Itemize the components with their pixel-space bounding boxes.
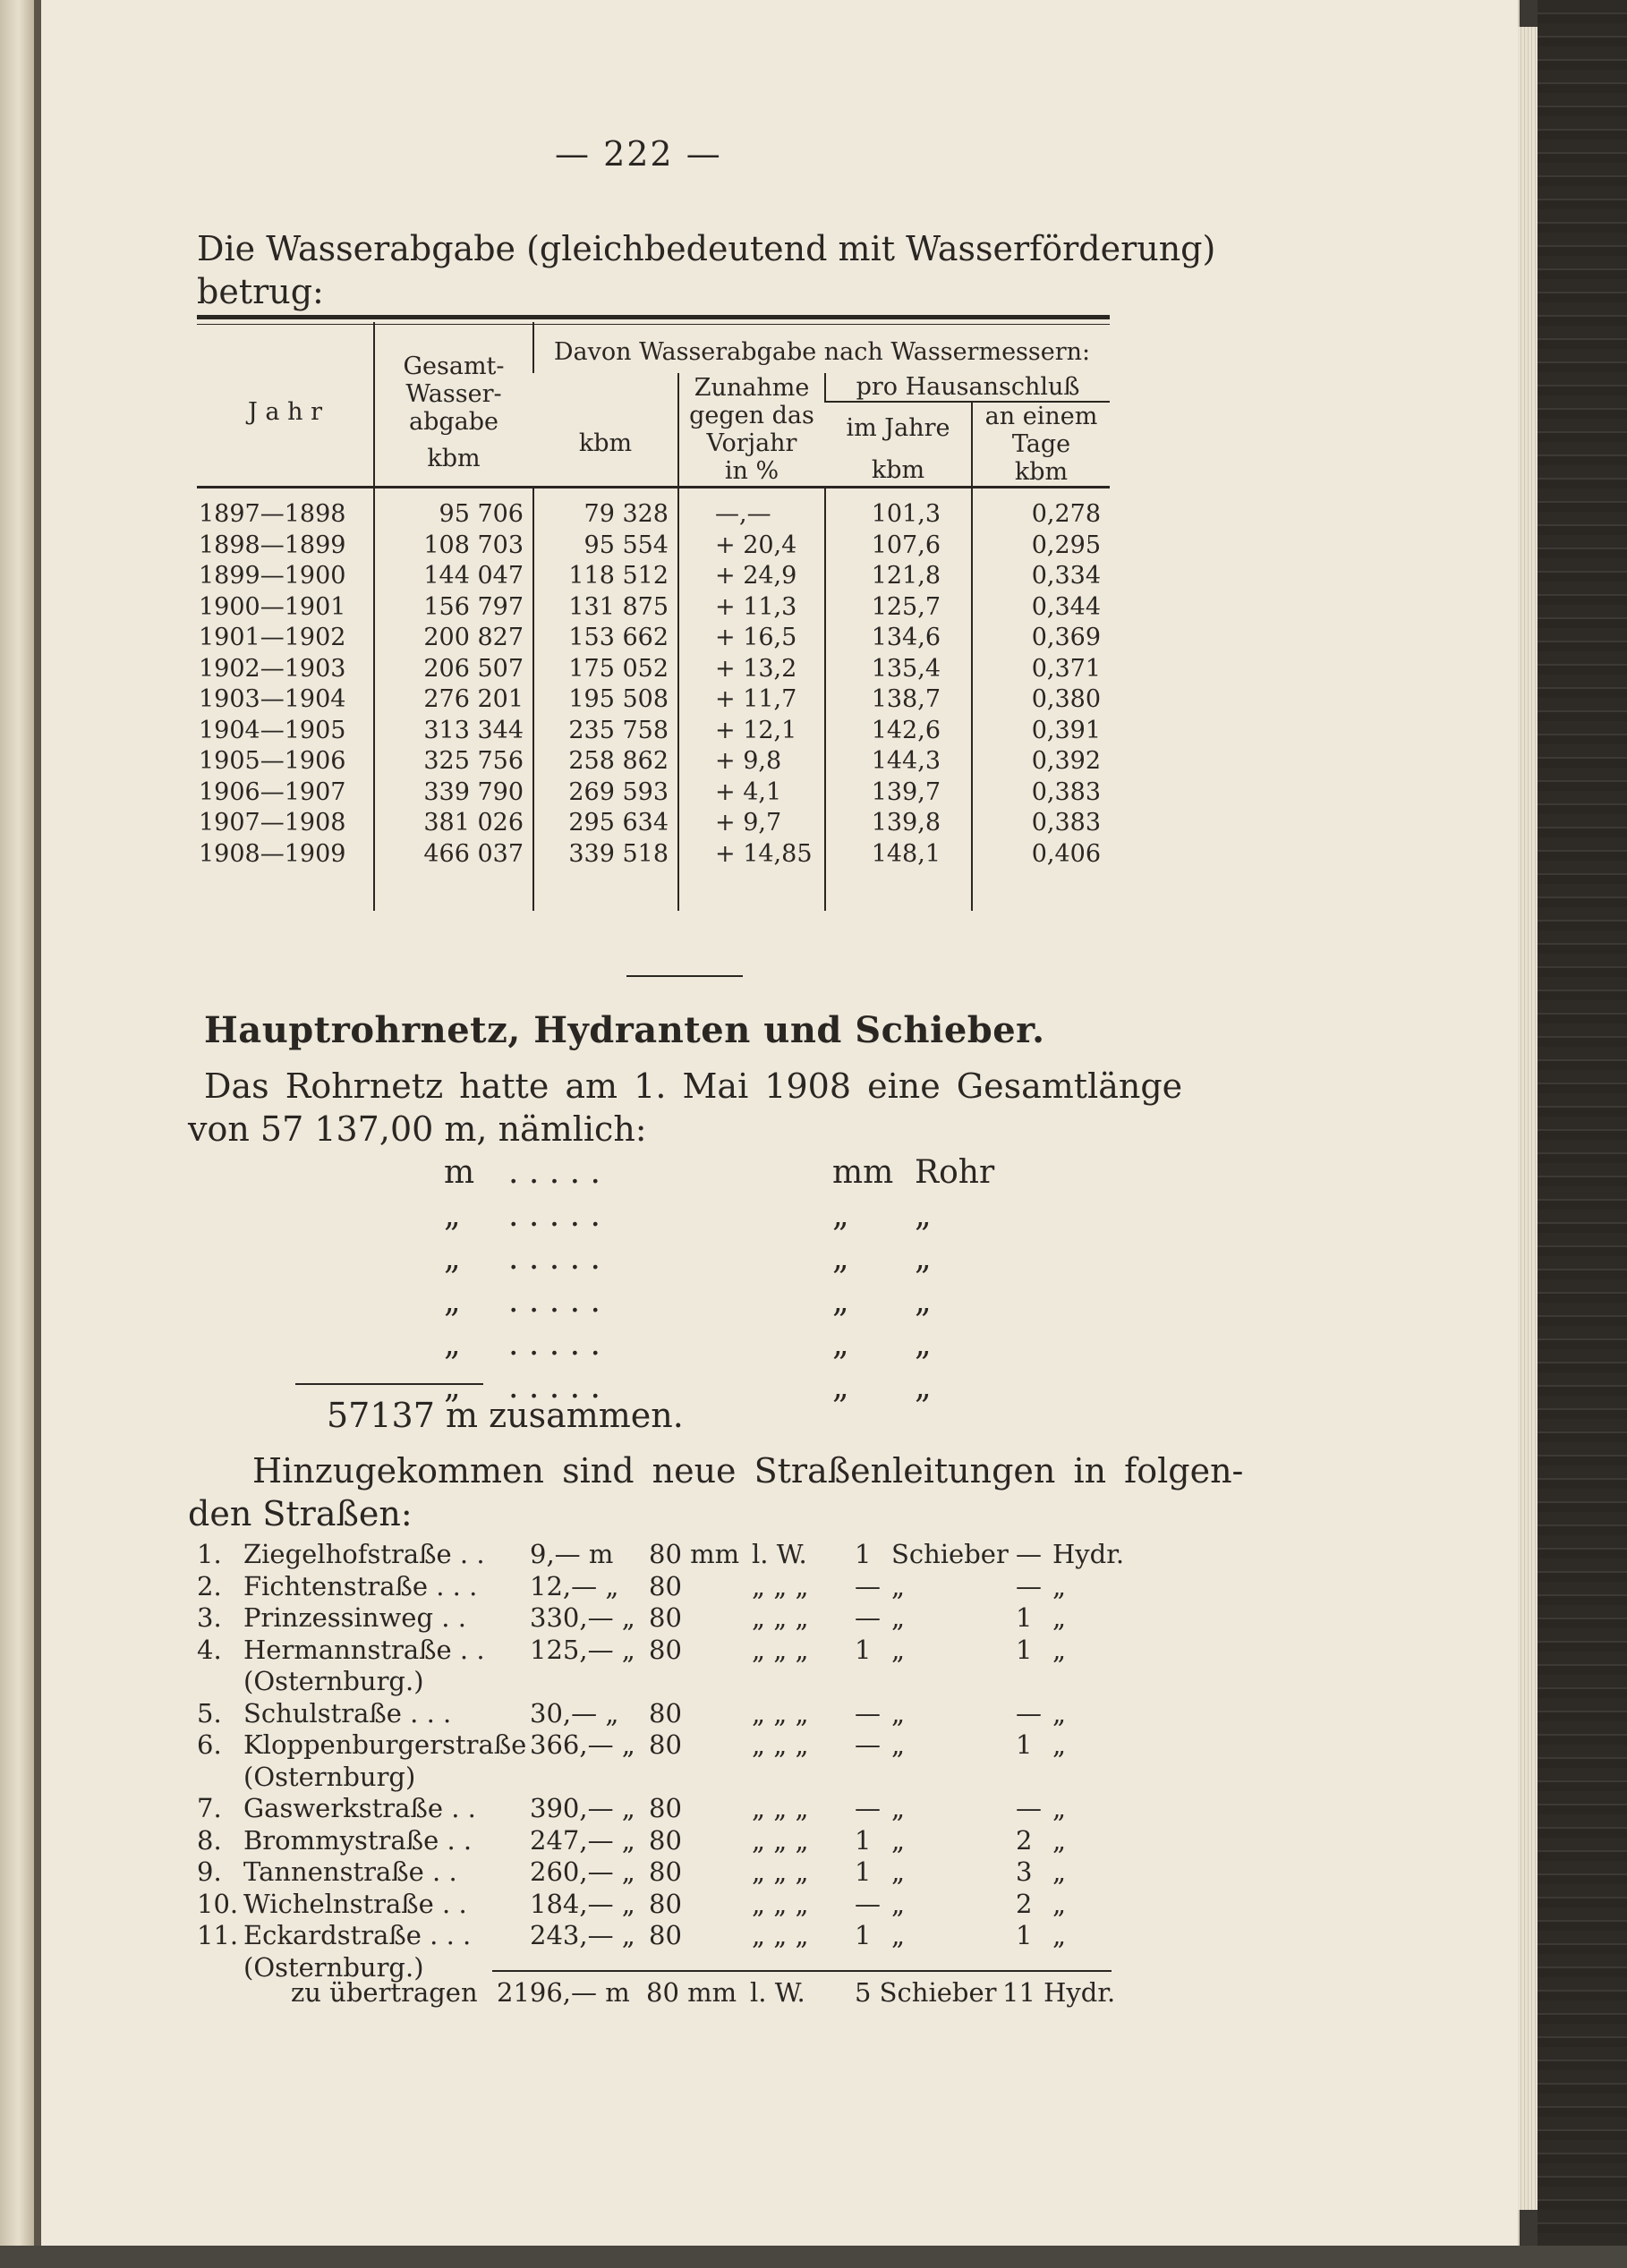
street-number: 4. xyxy=(197,1634,222,1665)
cell-per-connection-year: 125,7 xyxy=(825,592,972,624)
street-hydrant-label: „ xyxy=(1052,1634,1067,1665)
street-name: (Osternburg) xyxy=(243,1761,416,1792)
street-name: Kloppenburgerstraße xyxy=(243,1729,527,1760)
street-diameter: 80 xyxy=(649,1793,682,1823)
cell-total-kbm: 466 037 xyxy=(374,839,533,871)
table-row xyxy=(197,777,1110,809)
cell-year: 1906—1907 xyxy=(199,777,346,806)
book-gutter xyxy=(34,0,41,2268)
cell-total-kbm: 325 756 xyxy=(374,746,533,777)
street-name: Tannenstraße . . xyxy=(243,1856,457,1887)
cell-per-connection-year: 148,1 xyxy=(825,839,972,871)
cell-per-connection-day: 0,391 xyxy=(972,716,1110,747)
street-schieber-count: — xyxy=(855,1888,881,1919)
carry-lw: l. W. xyxy=(750,1977,805,2008)
street-number: 2. xyxy=(197,1570,222,1601)
street-lw: „ „ „ xyxy=(752,1856,809,1887)
street-schieber-count: 1 xyxy=(855,1634,872,1665)
table-row xyxy=(197,839,1110,871)
cell-per-connection-day: 0,344 xyxy=(972,592,1110,624)
cell-per-connection-year: 142,6 xyxy=(825,716,972,747)
street-schieber-label: „ xyxy=(891,1856,906,1887)
street-hydrant-count: 1 xyxy=(1016,1602,1033,1633)
street-diameter: 80 mm xyxy=(649,1539,740,1569)
table-row xyxy=(197,499,1110,531)
cell-increase-pct: + 11,3 xyxy=(678,592,825,624)
cell-per-connection-year: 144,3 xyxy=(825,746,972,777)
cell-per-connection-year: 121,8 xyxy=(825,561,972,592)
street-hydrant-label: „ xyxy=(1052,1824,1067,1856)
cell-meter-kbm: 195 508 xyxy=(533,684,678,716)
pipe-kind: „ xyxy=(915,1240,932,1277)
cell-increase-pct: + 16,5 xyxy=(678,623,825,654)
street-hydrant-label: „ xyxy=(1052,1602,1067,1633)
street-lw: „ „ „ xyxy=(752,1634,809,1665)
cell-year: 1900—1901 xyxy=(199,592,346,621)
pipe-unit: „ xyxy=(444,1283,461,1320)
street-number: 8. xyxy=(197,1824,222,1856)
street-schieber-count: 1 xyxy=(855,1856,872,1887)
cell-per-connection-day: 0,295 xyxy=(972,531,1110,562)
pipe-dots: . . . . . xyxy=(508,1197,601,1234)
pipe-unit: „ xyxy=(444,1240,461,1277)
pipe-kind: „ xyxy=(915,1326,932,1363)
street-schieber-label: „ xyxy=(891,1602,906,1633)
cell-increase-pct: + 14,85 xyxy=(678,839,825,871)
pipe-kind: „ xyxy=(915,1369,932,1406)
street-diameter: 80 xyxy=(649,1824,682,1856)
page-stack-edges xyxy=(1518,27,1538,2210)
pipe-diameter-unit: „ xyxy=(832,1326,849,1363)
water-delivery-table xyxy=(197,322,1110,911)
street-number: 6. xyxy=(197,1729,222,1760)
cell-increase-pct: + 13,2 xyxy=(678,654,825,685)
pipe-dots: . . . . . xyxy=(508,1369,601,1406)
street-lw: l. W. xyxy=(752,1539,807,1569)
pipe-unit: „ xyxy=(444,1369,461,1406)
street-schieber-label: „ xyxy=(891,1697,906,1729)
carry-schieber: 5 Schieber xyxy=(855,1977,997,2008)
street-name: Gaswerkstraße . . xyxy=(243,1793,476,1823)
carry-length: 2196,— m xyxy=(497,1977,630,2008)
street-name: Fichtenstraße . . . xyxy=(243,1570,478,1601)
cell-total-kbm: 276 201 xyxy=(374,684,533,716)
pipe-kind: „ xyxy=(915,1283,932,1320)
street-length: 12,— „ xyxy=(530,1570,619,1601)
street-schieber-count: — xyxy=(855,1570,881,1601)
cell-increase-pct: + 9,8 xyxy=(678,746,825,777)
cell-per-connection-day: 0,369 xyxy=(972,623,1110,654)
street-schieber-count: — xyxy=(855,1602,881,1633)
col-header-gesamt: Gesamt- Wasser- abgabe kbm xyxy=(374,322,533,488)
street-schieber-label: Schieber xyxy=(891,1539,1009,1569)
street-name: Prinzessinweg . . xyxy=(243,1602,466,1633)
street-hydrant-label: „ xyxy=(1052,1856,1067,1887)
cell-total-kbm: 206 507 xyxy=(374,654,533,685)
street-schieber-count: 1 xyxy=(855,1539,872,1569)
cell-per-connection-year: 139,8 xyxy=(825,808,972,839)
cell-per-connection-year: 101,3 xyxy=(825,499,972,531)
table-body xyxy=(197,499,1110,870)
book-cover xyxy=(1538,0,1627,2268)
street-name: Schulstraße . . . xyxy=(243,1697,452,1729)
street-lw: „ „ „ xyxy=(752,1920,809,1950)
street-diameter: 80 xyxy=(649,1602,682,1633)
cell-total-kbm: 200 827 xyxy=(374,623,533,654)
table-row xyxy=(197,531,1110,562)
cell-year: 1904—1905 xyxy=(199,716,346,744)
page-number: — 222 — xyxy=(555,134,722,174)
table-top-rule xyxy=(197,315,1110,319)
cell-year: 1897—1898 xyxy=(199,500,346,528)
street-length: 366,— „ xyxy=(530,1729,635,1760)
cell-per-connection-day: 0,383 xyxy=(972,808,1110,839)
col-header-davon: Davon Wasserabgabe nach Wassermessern: xyxy=(533,322,1110,373)
cell-year: 1907—1908 xyxy=(199,809,346,837)
street-schieber-label: „ xyxy=(891,1570,906,1601)
cell-per-connection-day: 0,371 xyxy=(972,654,1110,685)
street-hydrant-label: Hydr. xyxy=(1052,1539,1125,1569)
col-header-jahr: J a h r xyxy=(248,398,322,426)
added-text-1: Hinzugekommen sind neue Straßenleitungen in folgen- xyxy=(252,1451,1244,1491)
cell-increase-pct: + 12,1 xyxy=(678,716,825,747)
cell-total-kbm: 156 797 xyxy=(374,592,533,624)
book-bottom-edge xyxy=(0,2246,1627,2268)
street-schieber-label: „ xyxy=(891,1920,906,1950)
street-length: 184,— „ xyxy=(530,1888,635,1919)
cell-year: 1908—1909 xyxy=(199,839,346,868)
street-length: 330,— „ xyxy=(530,1602,635,1633)
street-number: 5. xyxy=(197,1697,222,1729)
street-schieber-label: „ xyxy=(891,1634,906,1665)
cell-increase-pct: + 11,7 xyxy=(678,684,825,716)
cell-per-connection-day: 0,380 xyxy=(972,684,1110,716)
cell-increase-pct: + 9,7 xyxy=(678,808,825,839)
street-lw: „ „ „ xyxy=(752,1793,809,1823)
cell-year: 1898—1899 xyxy=(199,531,346,559)
section-heading: Hauptrohrnetz, Hydranten und Schieber. xyxy=(204,1009,1045,1051)
table-row xyxy=(197,808,1110,839)
street-hydrant-label: „ xyxy=(1052,1920,1067,1950)
street-diameter: 80 xyxy=(649,1920,682,1950)
table-row xyxy=(197,684,1110,716)
street-schieber-count: — xyxy=(855,1729,881,1760)
table-row xyxy=(197,654,1110,685)
street-schieber-count: — xyxy=(855,1697,881,1729)
pipe-diameter-unit: „ xyxy=(832,1283,849,1320)
cell-total-kbm: 95 706 xyxy=(374,499,533,531)
street-diameter: 80 xyxy=(649,1856,682,1887)
cell-per-connection-day: 0,278 xyxy=(972,499,1110,531)
street-number: 7. xyxy=(197,1793,222,1823)
cell-total-kbm: 144 047 xyxy=(374,561,533,592)
cell-meter-kbm: 269 593 xyxy=(533,777,678,809)
pipe-dots: . . . . . xyxy=(508,1326,601,1363)
table-row xyxy=(197,623,1110,654)
pipe-diameter-unit: mm xyxy=(832,1154,894,1191)
street-name: (Osternburg.) xyxy=(243,1951,424,1983)
cell-meter-kbm: 79 328 xyxy=(533,499,678,531)
street-hydrant-label: „ xyxy=(1052,1570,1067,1601)
cell-increase-pct: + 20,4 xyxy=(678,531,825,562)
street-diameter: 80 xyxy=(649,1697,682,1729)
pipe-diameter-unit: „ xyxy=(832,1197,849,1234)
network-text-2: von 57 137,00 m, nämlich: xyxy=(188,1109,647,1149)
cell-per-connection-year: 139,7 xyxy=(825,777,972,809)
street-hydrant-count: 2 xyxy=(1016,1888,1033,1919)
cell-per-connection-day: 0,383 xyxy=(972,777,1110,809)
cell-per-connection-year: 134,6 xyxy=(825,623,972,654)
street-length: 390,— „ xyxy=(530,1793,635,1823)
pipe-unit: „ xyxy=(444,1326,461,1363)
table-row xyxy=(197,716,1110,747)
street-name: Eckardstraße . . . xyxy=(243,1920,472,1950)
cell-per-connection-day: 0,406 xyxy=(972,839,1110,871)
pipe-kind: Rohr xyxy=(915,1154,995,1191)
cell-year: 1901—1902 xyxy=(199,624,346,651)
street-number: 9. xyxy=(197,1856,222,1887)
street-length: 260,— „ xyxy=(530,1856,635,1887)
street-hydrant-count: 3 xyxy=(1016,1856,1033,1887)
street-schieber-label: „ xyxy=(891,1793,906,1823)
cell-per-connection-year: 135,4 xyxy=(825,654,972,685)
pipe-unit: „ xyxy=(444,1197,461,1234)
street-lw: „ „ „ xyxy=(752,1824,809,1856)
carry-diameter: 80 mm xyxy=(646,1977,737,2008)
street-name: Brommystraße . . xyxy=(243,1824,473,1856)
pipe-dots: . . . . . xyxy=(508,1283,601,1320)
street-length: 9,— m xyxy=(530,1539,614,1569)
carry-rule xyxy=(492,1970,1112,1972)
col-header-im-jahre: im Jahre kbm xyxy=(846,413,950,484)
cell-per-connection-day: 0,392 xyxy=(972,746,1110,777)
pipe-dots: . . . . . xyxy=(508,1154,601,1191)
street-number: 1. xyxy=(197,1539,222,1569)
street-name: (Osternburg.) xyxy=(243,1666,424,1696)
street-hydrant-count: 2 xyxy=(1016,1824,1033,1856)
cell-increase-pct: + 4,1 xyxy=(678,777,825,809)
street-hydrant-count: — xyxy=(1016,1793,1042,1823)
cell-per-connection-year: 138,7 xyxy=(825,684,972,716)
pipe-kind: „ xyxy=(915,1197,932,1234)
street-diameter: 80 xyxy=(649,1729,682,1760)
cell-year: 1899—1900 xyxy=(199,562,346,590)
cell-increase-pct: + 24,9 xyxy=(678,561,825,592)
cell-total-kbm: 108 703 xyxy=(374,531,533,562)
street-schieber-label: „ xyxy=(891,1888,906,1919)
pipe-diameter-unit: „ xyxy=(832,1369,849,1406)
added-text-2: den Straßen: xyxy=(188,1494,413,1533)
col-header-an-einem-tage: an einem Tage kbm xyxy=(972,402,1110,488)
street-lw: „ „ „ xyxy=(752,1888,809,1919)
cell-per-connection-day: 0,334 xyxy=(972,561,1110,592)
pipe-dots: . . . . . xyxy=(508,1240,601,1277)
street-hydrant-count: 1 xyxy=(1016,1634,1033,1665)
cell-total-kbm: 339 790 xyxy=(374,777,533,809)
intro-line-1: Die Wasserabgabe (gleichbedeutend mit Wasserförderung) xyxy=(197,229,1216,268)
table-row xyxy=(197,746,1110,777)
cell-year: 1902—1903 xyxy=(199,654,346,683)
cell-meter-kbm: 258 862 xyxy=(533,746,678,777)
col-header-davon-kbm: kbm xyxy=(578,429,633,457)
street-number: 11. xyxy=(197,1920,239,1950)
street-schieber-label: „ xyxy=(891,1729,906,1760)
street-lw: „ „ „ xyxy=(752,1729,809,1760)
carry-hydranten: 11 Hydr. xyxy=(1002,1977,1116,2008)
street-number: 10. xyxy=(197,1888,239,1919)
previous-page-edge xyxy=(0,0,34,2268)
table-row xyxy=(197,561,1110,592)
pipe-unit: m xyxy=(444,1154,475,1191)
street-hydrant-label: „ xyxy=(1052,1793,1067,1823)
street-length: 247,— „ xyxy=(530,1824,635,1856)
street-diameter: 80 xyxy=(649,1888,682,1919)
street-lw: „ „ „ xyxy=(752,1697,809,1729)
street-hydrant-label: „ xyxy=(1052,1729,1067,1760)
cell-per-connection-year: 107,6 xyxy=(825,531,972,562)
cell-meter-kbm: 95 554 xyxy=(533,531,678,562)
street-hydrant-count: — xyxy=(1016,1570,1042,1601)
cell-increase-pct: —,— xyxy=(678,499,825,531)
street-hydrant-count: — xyxy=(1016,1539,1042,1569)
col-header-pro-hausanschluss: pro Hausanschluß xyxy=(825,373,1110,402)
street-name: Ziegelhofstraße . . xyxy=(243,1539,485,1569)
carry-label: zu übertragen xyxy=(291,1977,478,2008)
street-length: 125,— „ xyxy=(530,1634,635,1665)
cell-meter-kbm: 175 052 xyxy=(533,654,678,685)
street-diameter: 80 xyxy=(649,1634,682,1665)
street-name: Hermannstraße . . xyxy=(243,1634,485,1665)
street-schieber-count: — xyxy=(855,1793,881,1823)
intro-line-2: betrug: xyxy=(197,272,324,311)
cell-meter-kbm: 295 634 xyxy=(533,808,678,839)
street-hydrant-label: „ xyxy=(1052,1888,1067,1919)
cell-year: 1903—1904 xyxy=(199,685,346,713)
cell-meter-kbm: 131 875 xyxy=(533,592,678,624)
street-schieber-count: 1 xyxy=(855,1920,872,1950)
pipes-total: 57137 m zusammen. xyxy=(327,1396,684,1435)
street-length: 30,— „ xyxy=(530,1697,619,1729)
street-hydrant-count: — xyxy=(1016,1697,1042,1729)
table-end-rule xyxy=(626,975,743,977)
col-header-zunahme: Zunahme gegen das Vorjahr in % xyxy=(678,373,825,488)
pipes-sum-rule xyxy=(295,1383,483,1385)
street-lw: „ „ „ xyxy=(752,1570,809,1601)
street-hydrant-count: 1 xyxy=(1016,1729,1033,1760)
street-hydrant-count: 1 xyxy=(1016,1920,1033,1950)
cell-meter-kbm: 339 518 xyxy=(533,839,678,871)
street-number: 3. xyxy=(197,1602,222,1633)
street-schieber-label: „ xyxy=(891,1824,906,1856)
table-row xyxy=(197,592,1110,624)
street-length: 243,— „ xyxy=(530,1920,635,1950)
street-name: Wichelnstraße . . xyxy=(243,1888,467,1919)
pipe-diameter-unit: „ xyxy=(832,1240,849,1277)
street-hydrant-label: „ xyxy=(1052,1697,1067,1729)
cell-total-kbm: 313 344 xyxy=(374,716,533,747)
cell-total-kbm: 381 026 xyxy=(374,808,533,839)
network-text-1: Das Rohrnetz hatte am 1. Mai 1908 eine Gesamtlänge xyxy=(204,1066,1183,1106)
street-lw: „ „ „ xyxy=(752,1602,809,1633)
cell-meter-kbm: 118 512 xyxy=(533,561,678,592)
cell-meter-kbm: 235 758 xyxy=(533,716,678,747)
cell-year: 1905—1906 xyxy=(199,747,346,775)
street-schieber-count: 1 xyxy=(855,1824,872,1856)
street-diameter: 80 xyxy=(649,1570,682,1601)
cell-meter-kbm: 153 662 xyxy=(533,623,678,654)
